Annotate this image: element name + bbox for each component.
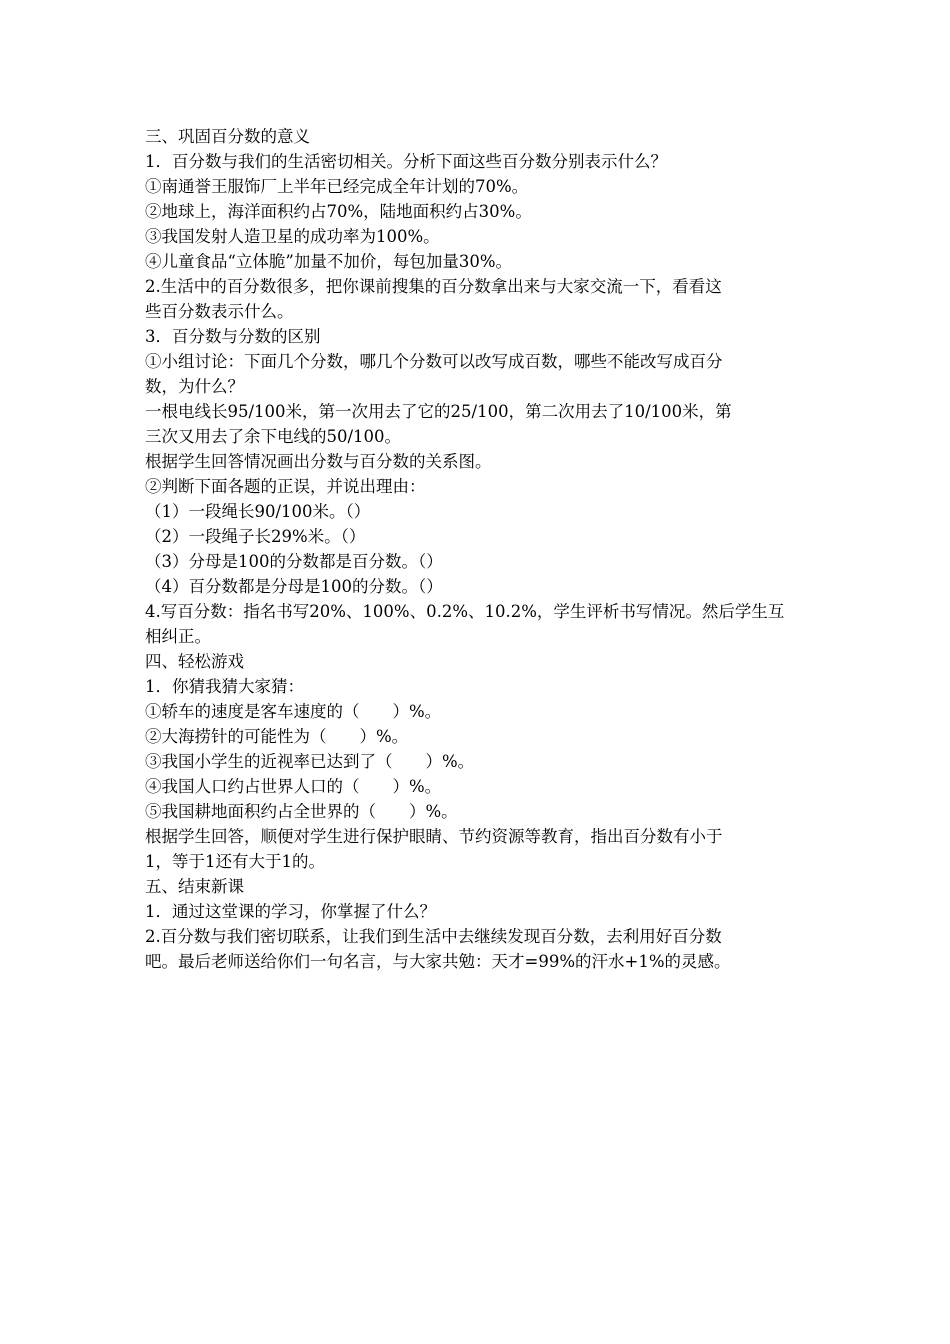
paragraph-line: 2.生活中的百分数很多，把你课前搜集的百分数拿出来与大家交流一下，看看这 (145, 277, 722, 296)
paragraph-line: 相纠正。 (145, 627, 211, 646)
list-item: ③我国发射人造卫星的成功率为100%。 (145, 227, 440, 246)
list-item: ④儿童食品“立体脆”加量不加价，每包加量30%。 (145, 252, 513, 271)
list-item: （4）百分数都是分母是100的分数。（） (145, 577, 443, 596)
paragraph-line: 根据学生回答情况画出分数与百分数的关系图。 (145, 452, 492, 471)
list-item: ①轿车的速度是客车速度的（ ）%。 (145, 702, 442, 721)
paragraph-line: 一根电线长95/100米，第一次用去了它的25/100，第二次用去了10/100米，第 (145, 402, 732, 421)
section-heading: 三、巩固百分数的意义 (145, 127, 310, 146)
document-body (145, 124, 810, 974)
list-item: ②判断下面各题的正误，并说出理由： (145, 477, 426, 496)
subheading: 1．你猜我猜大家猜： (145, 677, 304, 696)
paragraph-line: 根据学生回答，顺便对学生进行保护眼睛、节约资源等教育，指出百分数有小于 (145, 827, 723, 846)
list-item: （2）一段绳子长29%米。（） (145, 527, 366, 546)
paragraph-line: 4.写百分数：指名书写20%、100%、0.2%、10.2%，学生评析书写情况。然后学生互 (145, 602, 785, 621)
list-item: ②大海捞针的可能性为（ ）%。 (145, 727, 409, 746)
list-item: ⑤我国耕地面积约占全世界的（ ）%。 (145, 802, 458, 821)
section-heading: 五、结束新课 (145, 877, 244, 896)
list-item: ④我国人口约占世界人口的（ ）%。 (145, 777, 442, 796)
paragraph-line: 1，等于1还有大于1的。 (145, 852, 325, 871)
list-item: （1）一段绳长90/100米。（） (145, 502, 371, 521)
list-item: （3）分母是100的分数都是百分数。（） (145, 552, 443, 571)
section-heading: 四、轻松游戏 (145, 652, 244, 671)
list-item: ①南通誉王服饰厂上半年已经完成全年计划的70%。 (145, 177, 529, 196)
paragraph-line: ①小组讨论：下面几个分数，哪几个分数可以改写成百数，哪些不能改写成百分 (145, 352, 723, 371)
subheading: 3．百分数与分数的区别 (145, 327, 321, 346)
paragraph-line: 1．通过这堂课的学习，你掌握了什么？ (145, 902, 436, 921)
paragraph-line: 1．百分数与我们的生活密切相关。分析下面这些百分数分别表示什么？ (145, 152, 667, 171)
list-item: ③我国小学生的近视率已达到了（ ）%。 (145, 752, 475, 771)
paragraph-line: 吧。最后老师送给你们一句名言，与大家共勉：天才=99%的汗水+1%的灵感。 (145, 952, 731, 971)
paragraph-line: 三次又用去了余下电线的50/100。 (145, 427, 402, 446)
paragraph-line: 些百分数表示什么。 (145, 302, 294, 321)
paragraph-line: 2.百分数与我们密切联系，让我们到生活中去继续发现百分数，去利用好百分数 (145, 927, 722, 946)
list-item: ②地球上，海洋面积约占70%，陆地面积约占30%。 (145, 202, 532, 221)
paragraph-line: 数，为什么？ (145, 377, 244, 396)
